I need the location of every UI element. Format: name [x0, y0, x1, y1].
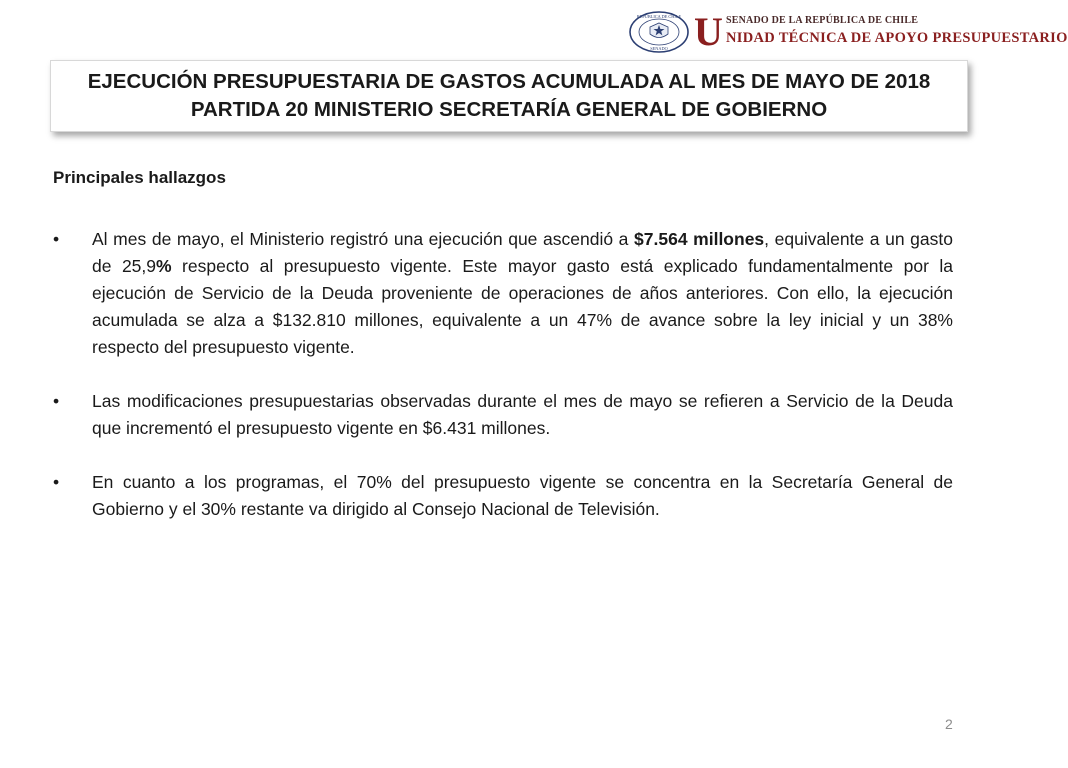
page-number: 2 — [945, 716, 953, 732]
seal-top-text: REPÚBLICA DE CHILE — [636, 14, 682, 19]
finding-1-text-a: Al mes de mayo, el Ministerio registró una ejecución que ascendió a — [92, 229, 635, 249]
logo-initial: U — [694, 9, 723, 54]
slide-title-box — [50, 60, 968, 132]
slide-title-line-2: PARTIDA 20 MINISTERIO SECRETARÍA GENERAL DE GOBIERNO — [190, 98, 828, 121]
logo-bottom-line: NIDAD TÉCNICA DE APOYO PRESUPUESTARIO — [726, 30, 1068, 46]
seal-bottom-text: SENADO — [650, 46, 668, 51]
finding-item-2 — [53, 388, 953, 442]
utap-logo — [694, 9, 1068, 54]
findings-list — [53, 226, 953, 550]
finding-1-percent-sign: % — [156, 256, 172, 276]
finding-1-text-b: , equivalente a un gasto de 25,9 — [92, 229, 953, 276]
finding-3-text: En cuanto a los programas, el 70% del presupuesto vigente se concentra en la Secretaría General de Gobierno y el 30% restante va dirigido al Consejo Nacional de Televisión. — [92, 472, 953, 519]
bullet-marker: • — [53, 391, 60, 411]
finding-1-amount: $7.564 millones — [634, 229, 765, 249]
finding-item-3 — [53, 469, 953, 523]
senado-seal-logo — [628, 10, 690, 54]
logo-top-line: SENADO DE LA REPÚBLICA DE CHILE — [726, 15, 919, 26]
finding-item-1 — [53, 226, 953, 361]
finding-1-text-c: respecto al presupuesto vigente. Este mayor gasto está explicado fundamentalmente por la ejecución de Servicio de la Deuda proveniente de operaciones de años anteriores. Con ello, la ejecución acumulada se alza a $132.810 millones, equivalente a un 47% de avance sobre la ley inicial y un 38% respecto del presupuesto vigente. — [92, 256, 954, 357]
bullet-marker: • — [53, 472, 60, 492]
finding-2-text: Las modificaciones presupuestarias observadas durante el mes de mayo se refieren a Servicio de la Deuda que incrementó el presupuesto vigente en $6.431 millones. — [92, 391, 953, 438]
slide-title-line-1: EJECUCIÓN PRESUPUESTARIA DE GASTOS ACUMULADA AL MES DE MAYO DE 2018 — [87, 70, 931, 93]
bullet-marker: • — [53, 229, 60, 249]
section-heading: Principales hallazgos — [53, 168, 226, 187]
